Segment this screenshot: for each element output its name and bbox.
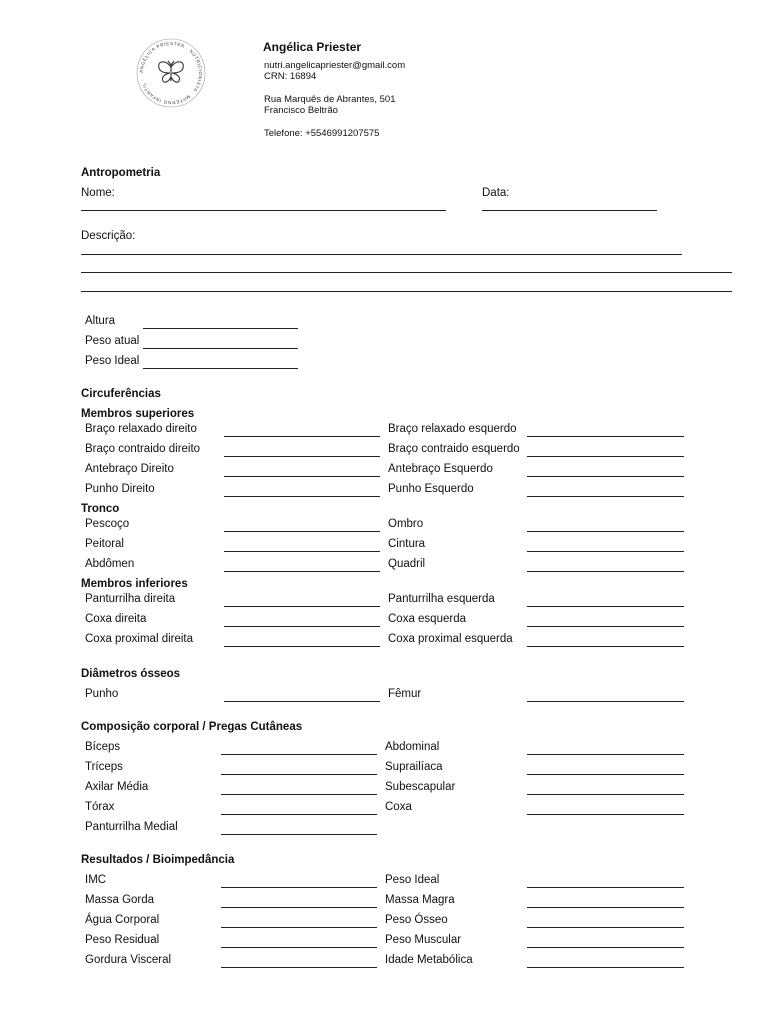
field-line-triceps[interactable] [221, 774, 377, 775]
field-line-gordura-visceral[interactable] [221, 967, 377, 968]
field-line-cintura[interactable] [527, 551, 684, 552]
field-label-suprailiaca: Suprailíaca [385, 761, 443, 773]
field-line-quadril[interactable] [527, 571, 684, 572]
description-line[interactable] [81, 254, 682, 255]
field-label-panturrilha-medial: Panturrilha Medial [85, 821, 178, 833]
field-label-antebraco-esquerdo: Antebraço Esquerdo [388, 463, 493, 475]
field-label-peso-atual: Peso atual [85, 335, 140, 347]
field-line-coxa-proximal-direita[interactable] [224, 646, 380, 647]
form-title: Antropometria [81, 167, 161, 179]
name-label: Nome: [81, 187, 115, 199]
field-label-massa-gorda: Massa Gorda [85, 894, 155, 906]
field-label-coxa-proximal-direita: Coxa proximal direita [85, 633, 194, 645]
field-line-femur[interactable] [527, 701, 684, 702]
logo-seal [135, 37, 207, 109]
address-line-1: Rua Marquês de Abrantes, 501 [264, 94, 396, 105]
field-line-peso-ideal[interactable] [143, 368, 298, 369]
field-line-altura[interactable] [143, 328, 298, 329]
field-label-massa-magra: Massa Magra [385, 894, 455, 906]
field-label-peitoral: Peitoral [85, 538, 124, 550]
field-line-antebraco-esquerdo[interactable] [527, 476, 684, 477]
name-line[interactable] [81, 210, 446, 211]
field-line-panturrilha-esquerda[interactable] [527, 606, 684, 607]
field-label-cintura: Cintura [388, 538, 426, 550]
field-label-altura: Altura [85, 315, 116, 327]
field-line-peso-muscular[interactable] [527, 947, 684, 948]
butterfly-icon [159, 61, 184, 82]
field-line-torax[interactable] [221, 814, 377, 815]
field-label-punho-direito: Punho Direito [85, 483, 155, 495]
field-line-subescapular[interactable] [527, 794, 684, 795]
field-line-braco-relaxado-direito[interactable] [224, 436, 380, 437]
field-line-braco-contraido-esquerdo[interactable] [527, 456, 684, 457]
field-label-gordura-visceral: Gordura Visceral [85, 954, 172, 966]
field-label-abdominal: Abdominal [385, 741, 440, 753]
field-label-ombro: Ombro [388, 518, 424, 530]
field-label-antebraco-direito: Antebraço Direito [85, 463, 174, 475]
field-line-massa-magra[interactable] [527, 907, 684, 908]
field-label-quadril: Quadril [388, 558, 426, 570]
description-line[interactable] [81, 291, 732, 292]
field-line-axilar-media[interactable] [221, 794, 377, 795]
field-line-coxa[interactable] [527, 814, 684, 815]
field-line-antebraco-direito[interactable] [224, 476, 380, 477]
field-line-punho[interactable] [224, 701, 380, 702]
subsection-title-upper-limbs: Membros superiores [81, 408, 195, 420]
field-line-idade-metabolica[interactable] [527, 967, 684, 968]
field-line-peso-residual[interactable] [221, 947, 377, 948]
field-label-peso-osseo: Peso Ósseo [385, 914, 448, 926]
field-line-peso-osseo[interactable] [527, 927, 684, 928]
section-title-circumferences: Circuferências [81, 388, 161, 400]
field-line-abdominal[interactable] [527, 754, 684, 755]
field-label-panturrilha-direita: Panturrilha direita [85, 593, 176, 605]
field-line-coxa-proximal-esquerda[interactable] [527, 646, 684, 647]
field-line-peso-atual[interactable] [143, 348, 298, 349]
field-line-punho-direito[interactable] [224, 496, 380, 497]
date-label: Data: [482, 187, 510, 199]
field-label-pescoco: Pescoço [85, 518, 130, 530]
practitioner-name: Angélica Priester [263, 40, 362, 54]
field-line-imc[interactable] [221, 887, 377, 888]
field-label-coxa-esquerda: Coxa esquerda [388, 613, 466, 625]
field-label-coxa: Coxa [385, 801, 412, 813]
field-label-braco-relaxado-direito: Braço relaxado direito [85, 423, 197, 435]
field-label-coxa-direita: Coxa direita [85, 613, 147, 625]
field-label-triceps: Tríceps [85, 761, 123, 773]
description-line[interactable] [81, 272, 732, 273]
field-label-imc: IMC [85, 874, 107, 886]
field-label-peso-residual: Peso Residual [85, 934, 160, 946]
field-label-subescapular: Subescapular [385, 781, 456, 793]
field-line-biceps[interactable] [221, 754, 377, 755]
field-label-braco-relaxado-esquerdo: Braço relaxado esquerdo [388, 423, 517, 435]
field-line-peso-ideal[interactable] [527, 887, 684, 888]
field-label-agua-corporal: Água Corporal [85, 914, 160, 926]
field-label-punho: Punho [85, 688, 119, 700]
field-label-peso-ideal: Peso Ideal [385, 874, 440, 886]
field-line-massa-gorda[interactable] [221, 907, 377, 908]
email: nutri.angelicapriester@gmail.com [264, 60, 406, 71]
field-label-axilar-media: Axilar Média [85, 781, 149, 793]
phone: Telefone: +5546991207575 [264, 128, 380, 139]
crn: CRN: 16894 [264, 71, 317, 82]
field-line-braco-contraido-direito[interactable] [224, 456, 380, 457]
field-label-braco-contraido-esquerdo: Braço contraido esquerdo [388, 443, 520, 455]
field-label-peso-ideal: Peso Ideal [85, 355, 140, 367]
field-line-suprailiaca[interactable] [527, 774, 684, 775]
field-label-abdomen: Abdômen [85, 558, 135, 570]
section-title-body-composition: Composição corporal / Pregas Cutâneas [81, 721, 303, 733]
section-title-results: Resultados / Bioimpedância [81, 854, 235, 866]
field-line-coxa-esquerda[interactable] [527, 626, 684, 627]
field-label-coxa-proximal-esquerda: Coxa proximal esquerda [388, 633, 513, 645]
field-label-braco-contraido-direito: Braço contraido direito [85, 443, 201, 455]
field-line-panturrilha-direita[interactable] [224, 606, 380, 607]
field-line-coxa-direita[interactable] [224, 626, 380, 627]
field-line-ombro[interactable] [527, 531, 684, 532]
field-label-punho-esquerdo: Punho Esquerdo [388, 483, 474, 495]
field-line-panturrilha-medial[interactable] [221, 834, 377, 835]
field-label-torax: Tórax [85, 801, 115, 813]
field-line-pescoco[interactable] [224, 531, 380, 532]
description-label: Descrição: [81, 230, 136, 242]
field-line-punho-esquerdo[interactable] [527, 496, 684, 497]
field-label-panturrilha-esquerda: Panturrilha esquerda [388, 593, 495, 605]
field-label-idade-metabolica: Idade Metabólica [385, 954, 473, 966]
subsection-title-trunk: Tronco [81, 503, 120, 515]
section-title-bone-diameters: Diâmetros ósseos [81, 668, 181, 680]
logo [135, 37, 207, 109]
field-label-femur: Fêmur [388, 688, 422, 700]
field-label-biceps: Bíceps [85, 741, 121, 753]
address-line-2: Francisco Beltrão [264, 105, 338, 116]
field-label-peso-muscular: Peso Muscular [385, 934, 462, 946]
field-line-peitoral[interactable] [224, 551, 380, 552]
field-line-agua-corporal[interactable] [221, 927, 377, 928]
field-line-abdomen[interactable] [224, 571, 380, 572]
date-line[interactable] [482, 210, 657, 211]
subsection-title-lower-limbs: Membros inferiores [81, 578, 188, 590]
svg-text:ANGÉLICA PRIESTER · NUTRICIONI: ANGÉLICA PRIESTER · NUTRICIONISTA · MATERNO INFANTIL · [138, 40, 204, 106]
field-line-braco-relaxado-esquerdo[interactable] [527, 436, 684, 437]
